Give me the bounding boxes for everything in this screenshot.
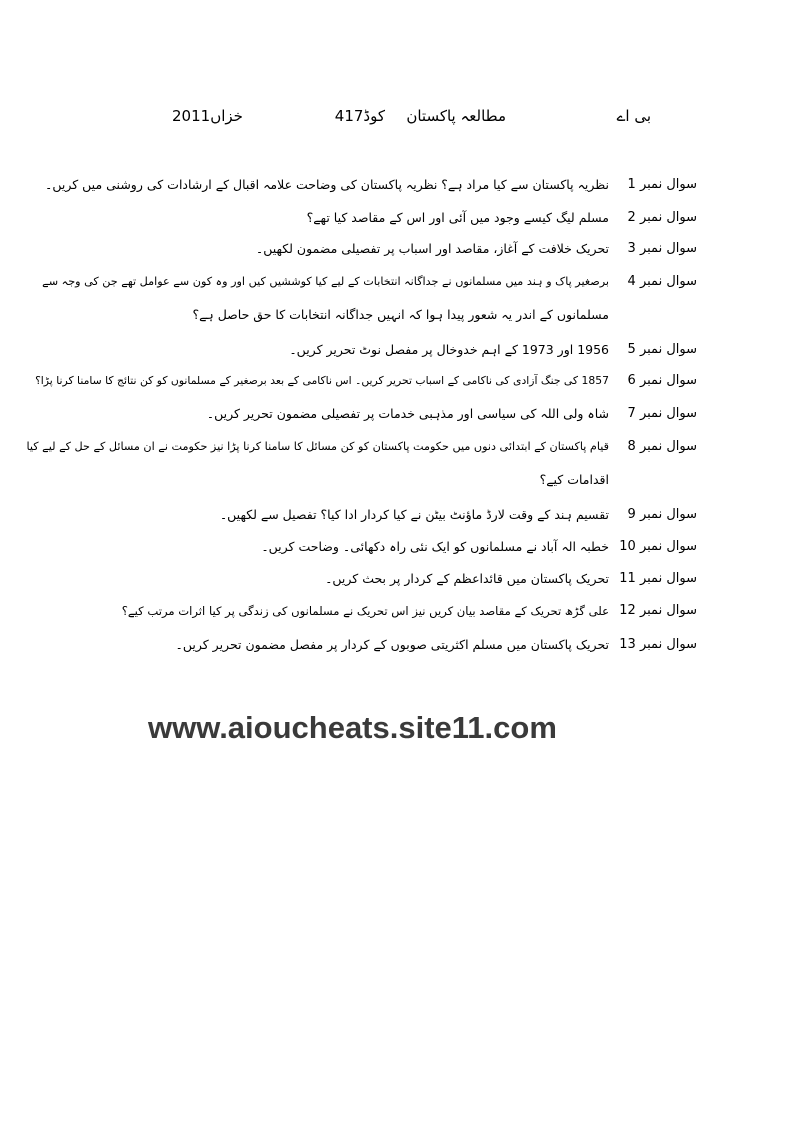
question-label: سوال نمبر 8 [627, 439, 697, 454]
question-label: سوال نمبر 11 [619, 571, 697, 586]
website-watermark: www.aioucheats.site11.com [148, 710, 557, 745]
question-text: مسلم لیگ کیسے وجود میں آئی اور اس کے مقاصد کیا تھے؟ [306, 210, 609, 225]
question-label: سوال نمبر 7 [627, 406, 697, 421]
question-text-continued: مسلمانوں کے اندر یہ شعور پیدا ہوا کہ انہیں جداگانہ انتخابات کا حق حاصل ہے؟ [192, 307, 609, 322]
question-text: 1857 کی جنگ آزادی کی ناکامی کے اسباب تحریر کریں۔ اس ناکامی کے بعد برصغیر کے مسلمانوں کو کن نتائج کا سامنا کرنا پڑا؟ [35, 374, 609, 387]
question-label: سوال نمبر 5 [627, 342, 697, 357]
question-label: سوال نمبر 2 [627, 210, 697, 225]
question-text: تحریک پاکستان میں قائداعظم کے کردار پر بحث کریں۔ [325, 571, 609, 586]
question-label: سوال نمبر 9 [627, 507, 697, 522]
question-label: سوال نمبر 4 [627, 274, 697, 289]
question-text: تحریک خلافت کے آغاز، مقاصد اور اسباب پر تفصیلی مضمون لکھیں۔ [255, 241, 609, 256]
question-text: خطبہ الہ آباد نے مسلمانوں کو ایک نئی راہ دکھائی۔ وضاحت کریں۔ [261, 539, 609, 554]
question-text: قیام پاکستان کے ابتدائی دنوں میں حکومت پاکستان کو کن مسائل کا سامنا کرنا پڑا نیز حکومت نے ان مسائل کے حل کے لیے کیا [26, 440, 609, 453]
question-text-continued: اقدامات کیے؟ [539, 472, 609, 487]
term-label: خزاں2011 [172, 107, 243, 125]
course-title: مطالعہ پاکستان [406, 107, 506, 125]
course-code: کوڈ417 [334, 107, 385, 125]
question-text: علی گڑھ تحریک کے مقاصد بیان کریں نیز اس تحریک نے مسلمانوں کی زندگی پر کیا اثرات مرتب کیے؟ [121, 604, 609, 618]
question-text: تحریک پاکستان میں مسلم اکثریتی صوبوں کے کردار پر مفصل مضمون تحریر کریں۔ [175, 637, 609, 652]
question-text: نظریہ پاکستان سے کیا مراد ہے؟ نظریہ پاکستان کی وضاحت علامہ اقبال کے ارشادات کی روشنی میں کریں۔ [45, 177, 609, 192]
question-label: سوال نمبر 10 [619, 539, 697, 554]
question-label: سوال نمبر 13 [619, 637, 697, 652]
question-label: سوال نمبر 1 [627, 177, 697, 192]
program-title: بی اے [616, 107, 651, 125]
question-text: 1956 اور 1973 کے اہم خدوخال پر مفصل نوٹ تحریر کریں۔ [289, 342, 609, 357]
question-text: شاہ ولی اللہ کی سیاسی اور مذہبی خدمات پر تفصیلی مضمون تحریر کریں۔ [206, 406, 609, 421]
question-label: سوال نمبر 3 [627, 241, 697, 256]
question-label: سوال نمبر 6 [627, 373, 697, 388]
question-text: تقسیم ہند کے وقت لارڈ ماؤنٹ بیٹن نے کیا کردار ادا کیا؟ تفصیل سے لکھیں۔ [219, 507, 609, 522]
question-text: برصغیر پاک و ہند میں مسلمانوں نے جداگانہ انتخابات کے لیے کیا کوششیں کیں اور وہ کون سے عوامل تھے جن کی وجہ سے [42, 275, 609, 288]
question-label: سوال نمبر 12 [619, 603, 697, 618]
